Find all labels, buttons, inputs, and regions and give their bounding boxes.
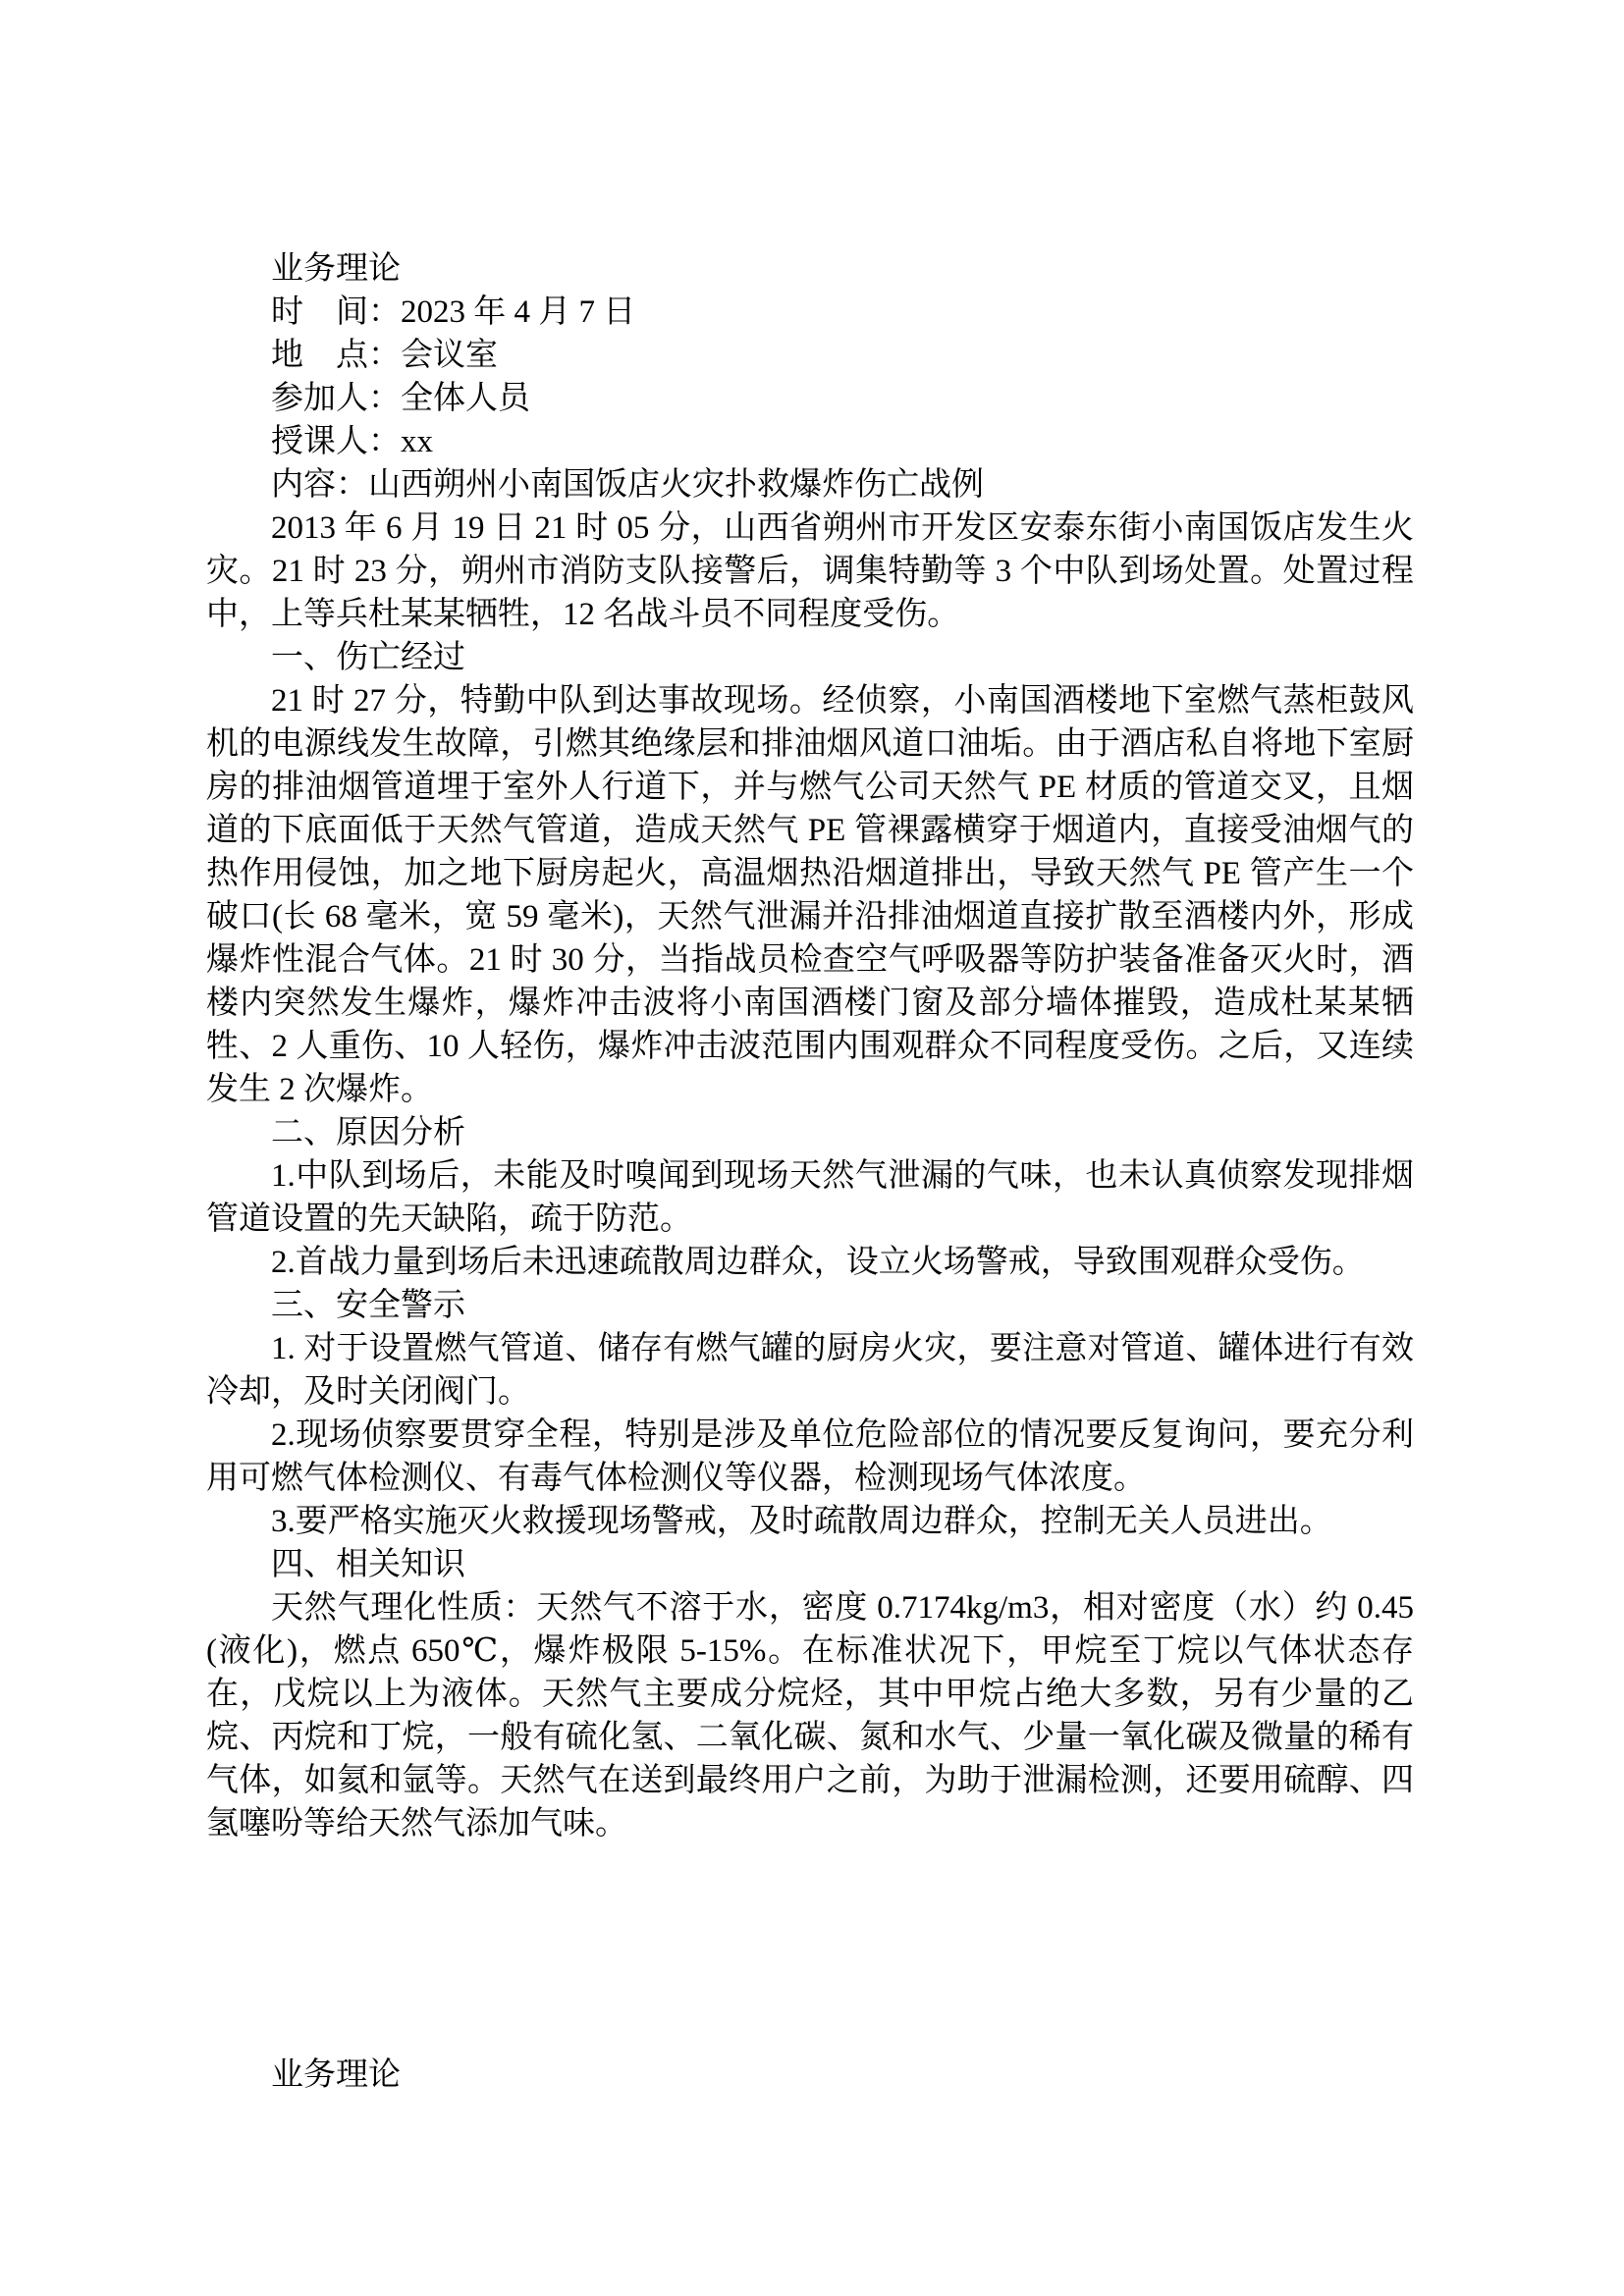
meta-location: 地 点：会议室 xyxy=(271,338,498,373)
section-3-item-1: 1. 对于设置燃气管道、储存有燃气罐的厨房火灾，要注意对管道、罐体进行有效冷却，及时关闭阀门。 xyxy=(206,1331,1414,1410)
section-2-item-1: 1.中队到场后，未能及时嗅闻到现场天然气泄漏的气味，也未认真侦察发现排烟管道设置的先天缺陷，疏于防范。 xyxy=(206,1158,1414,1237)
meta-time: 时 间：2023 年 4 月 7 日 xyxy=(271,294,636,330)
meta-content-title: 内容：山西朔州小南国饭店火灾扑救爆炸伤亡战例 xyxy=(271,467,984,503)
section-2-heading: 二、原因分析 xyxy=(271,1115,465,1150)
meta-lecturer: 授课人：xx xyxy=(271,424,433,459)
doc-heading: 业务理论 xyxy=(271,251,401,287)
section-1-heading: 一、伤亡经过 xyxy=(271,640,465,675)
section-4-heading: 四、相关知识 xyxy=(271,1547,465,1582)
section-3-item-2: 2.现场侦察要贯穿全程，特别是涉及单位危险部位的情况要反复询问，要充分利用可燃气体检测仪、有毒气体检测仪等仪器，检测现场气体浓度。 xyxy=(206,1417,1414,1496)
section-1-body: 21 时 27 分，特勤中队到达事故现场。经侦察，小南国酒楼地下室燃气蒸柜鼓风机的电源线发生故障，引燃其绝缘层和排油烟风道口油垢。由于酒店私自将地下室厨房的排油烟管道埋于室外人行道下，并与燃气公司天然气 PE 材质的管道交叉，且烟道的下底面低于天然气管道，造成天然气 PE 管裸露横穿于烟道内，直接受油烟气的热作用侵蚀，加之地下厨房起火，高温烟热沿烟道排出，导致天然气 PE 管产生一个破口(长 68 毫米，宽 59 毫米)，天然气泄漏并沿排油烟道直接扩散至酒楼内外，形成爆炸性混合气体。21 时 30 分，当指战员检查空气呼吸器等防护装备准备灭火时，酒楼内突然发生爆炸，爆炸冲击波将小南国酒楼门窗及部分墙体摧毁，造成杜某某牺牲、2 人重伤、10 人轻伤，爆炸冲击波范围内围观群众不同程度受伤。之后，又连续发生 2 次爆炸。 xyxy=(206,683,1414,1107)
meta-participants: 参加人：全体人员 xyxy=(271,381,530,416)
intro-paragraph: 2013 年 6 月 19 日 21 时 05 分，山西省朔州市开发区安泰东街小南国饭店发生火灾。21 时 23 分，朔州市消防支队接警后，调集特勤等 3 个中队到场处置。处置过程中，上等兵杜某某牺牲，12 名战斗员不同程度受伤。 xyxy=(206,510,1414,632)
section-2-item-2: 2.首战力量到场后未迅速疏散周边群众，设立火场警戒，导致围观群众受伤。 xyxy=(271,1245,1365,1280)
section-3-heading: 三、安全警示 xyxy=(271,1288,465,1323)
section-3-item-3: 3.要严格实施灭火救援现场警戒，及时疏散周边群众，控制无关人员进出。 xyxy=(271,1504,1332,1539)
next-page-heading: 业务理论 xyxy=(271,2057,401,2093)
section-4-body: 天然气理化性质：天然气不溶于水，密度 0.7174kg/m3，相对密度（水）约 0.45(液化)，燃点 650℃，爆炸极限 5-15%。在标准状况下，甲烷至丁烷以气体状态存在，戊烷以上为液体。天然气主要成分烷烃，其中甲烷占绝大多数，另有少量的乙烷、丙烷和丁烷，一般有硫化氢、二氧化碳、氮和水气、少量一氧化碳及微量的稀有气体，如氦和氩等。天然气在送到最终用户之前，为助于泄漏检测，还要用硫醇、四氢噻吩等给天然气添加气味。 xyxy=(206,1590,1414,1842)
